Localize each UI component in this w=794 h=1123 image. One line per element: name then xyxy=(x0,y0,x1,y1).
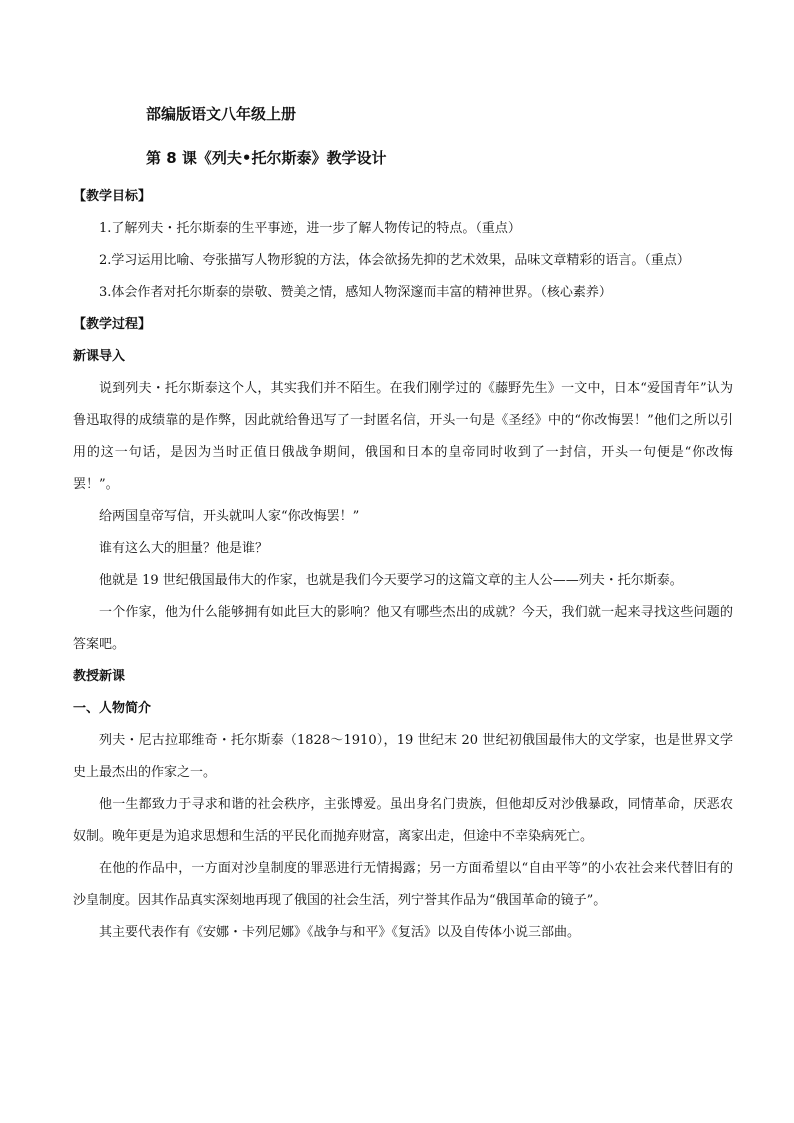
intro-paragraph: 他就是 19 世纪俄国最伟大的作家，也就是我们今天要学习的这篇文章的主人公——列夫・托尔斯泰。 xyxy=(99,573,683,588)
intro-heading: 新课导入 xyxy=(73,349,126,364)
intro-paragraph: 给两国皇帝写信，开头就叫人家“你改悔罢！” xyxy=(99,509,360,524)
process-heading: 【教学过程】 xyxy=(73,317,152,332)
section1-paragraph: 在他的作品中，一方面对沙皇制度的罪恶进行无情揭露；另一方面希望以“自由平等”的小农社会来代替旧有的沙皇制度。因其作品真实深刻地再现了俄国的社会生活，列宁誉其作品为“俄国革命的镜子”。 xyxy=(73,861,733,908)
section1-paragraph: 他一生都致力于寻求和谐的社会秩序，主张博爱。虽出身名门贵族，但他却反对沙俄暴政，同情革命，厌恶农奴制。晚年更是为追求思想和生活的平民化而抛弃财富，离家出走，但途中不幸染病死亡。 xyxy=(73,797,733,844)
intro-paragraph: 谁有这么大的胆量？他是谁？ xyxy=(99,541,269,556)
objective-item: 3.体会作者对托尔斯泰的崇敬、赞美之情，感知人物深邃而丰富的精神世界。（核心素养） xyxy=(99,285,612,300)
section1-paragraph: 其主要代表作有《安娜・卡列尼娜》《战争与和平》《复活》以及自传体小说三部曲。 xyxy=(99,925,581,940)
document-title-grade: 部编版语文八年级上册 xyxy=(146,105,297,123)
intro-paragraph: 说到列夫・托尔斯泰这个人，其实我们并不陌生。在我们刚学过的《藤野先生》一文中，日本“爱国青年”认为鲁迅取得的成绩靠的是作弊，因此就给鲁迅写了一封匿名信，开头一句是《圣经》中的“你改悔罢！”他们之所以引用的这一句话，是因为当时正值日俄战争期间，俄国和日本的皇帝同时收到了一封信，开头一句便是“你改悔罢！”。 xyxy=(73,381,733,492)
section1-heading: 一、人物简介 xyxy=(73,701,152,716)
document-title-lesson: 第 8 课《列夫•托尔斯泰》教学设计 xyxy=(146,149,387,167)
intro-paragraph: 一个作家，他为什么能够拥有如此巨大的影响？他又有哪些杰出的成就？今天，我们就一起来寻找这些问题的答案吧。 xyxy=(73,605,733,652)
teach-heading: 教授新课 xyxy=(73,669,126,684)
objectives-heading: 【教学目标】 xyxy=(73,189,152,204)
document-body xyxy=(73,181,733,949)
objective-item: 2.学习运用比喻、夸张描写人物形貌的方法，体会欲扬先抑的艺术效果，品味文章精彩的语言。（重点） xyxy=(99,253,690,268)
objective-item: 1.了解列夫・托尔斯泰的生平事迹，进一步了解人物传记的特点。（重点） xyxy=(99,221,521,236)
section1-paragraph: 列夫・尼古拉耶维奇・托尔斯泰（1828～1910），19 世纪末 20 世纪初俄国最伟大的文学家，也是世界文学史上最杰出的作家之一。 xyxy=(73,733,733,780)
